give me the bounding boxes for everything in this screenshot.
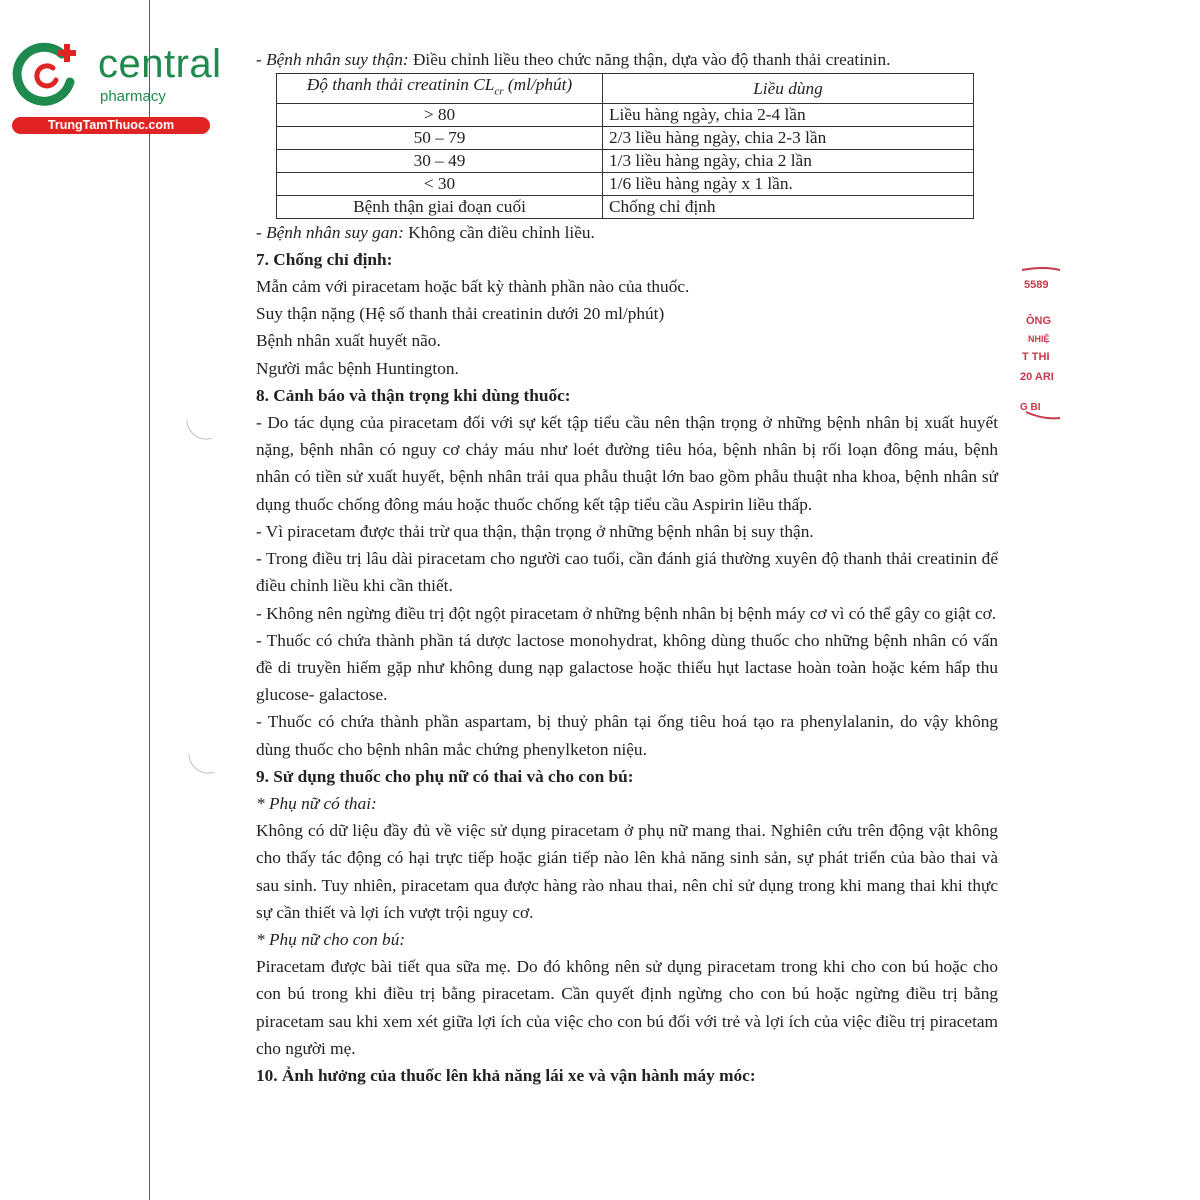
renal-adjustment-intro xyxy=(256,46,998,73)
hepatic-text: Không cần điều chỉnh liều. xyxy=(403,222,595,242)
punch-hole-mark xyxy=(186,416,213,443)
contraindication-item: Mẫn cảm với piracetam hoặc bất kỳ thành phần nào của thuốc. xyxy=(256,277,690,297)
punch-hole-mark xyxy=(188,750,215,777)
table-cell-clcr: Bệnh thận giai đoạn cuối xyxy=(277,195,603,218)
table-cell-dose: 2/3 liều hàng ngày, chia 2-3 lần xyxy=(603,126,974,149)
renal-text: Điều chỉnh liều theo chức năng thận, dựa vào độ thanh thải creatinin. xyxy=(408,50,891,69)
renal-label: - Bệnh nhân suy thận: xyxy=(256,50,409,69)
table-row xyxy=(277,149,974,172)
logo-brand-name: central xyxy=(98,42,222,86)
table-cell-clcr: 30 – 49 xyxy=(277,149,603,172)
central-pharmacy-logo[interactable] xyxy=(12,38,222,138)
stamp-text: 20 ARI xyxy=(1020,371,1054,383)
table-row xyxy=(277,126,974,149)
stamp-text: G BI xyxy=(1020,402,1041,413)
contraindication-item: Bệnh nhân xuất huyết não. xyxy=(256,331,441,351)
warning-paragraph: - Thuốc có chứa thành phần aspartam, bị thuỷ phân tại ống tiêu hoá tạo ra phenylalanin, do vậy không dùng thuốc cho bệnh nhân mắc chứng phenylketon niệu. xyxy=(256,712,998,759)
warning-paragraph: - Do tác dụng của piracetam đối với sự kết tập tiểu cầu nên thận trọng ở những bệnh nhân bị xuất huyết nặng, bệnh nhân có nguy cơ chảy máu như loét đường tiêu hóa, bệnh nhân bị rối loạn đông máu, bệnh nhân có tiền sử xuất huyết, bệnh nhân trải qua phẫu thuật lớn bao gồm phẫu thuật nha khoa, bệnh nhân sử dụng thuốc chống đông máu hoặc thuốc chống kết tập tiểu cầu Aspirin liều thấp. xyxy=(256,413,998,514)
stamp-text: NHIỆ xyxy=(1028,334,1050,344)
table-cell-dose: 1/3 liều hàng ngày, chia 2 lần xyxy=(603,149,974,172)
table-row xyxy=(277,195,974,218)
hepatic-label: - Bệnh nhân suy gan: xyxy=(256,222,404,242)
logo-brand-sub: pharmacy xyxy=(100,88,166,105)
pregnant-subheading: * Phụ nữ có thai: xyxy=(256,793,377,813)
nursing-subheading: * Phụ nữ cho con bú: xyxy=(256,929,406,949)
stamp-text: 5589 xyxy=(1024,279,1049,291)
hepatic-adjustment xyxy=(256,219,998,246)
page-binding-line xyxy=(149,0,150,1200)
logo-site-url: TrungTamThuoc.com xyxy=(12,117,210,134)
red-stamp-fragment xyxy=(1004,262,1060,432)
table-cell-dose: Liều hàng ngày, chia 2-4 lần xyxy=(603,103,974,126)
contraindication-item: Người mắc bệnh Huntington. xyxy=(256,358,459,378)
table-cell-clcr: < 30 xyxy=(277,172,603,195)
stamp-text: T THI xyxy=(1022,351,1050,363)
warning-paragraph: - Thuốc có chứa thành phần tá dược lactose monohydrat, không dùng thuốc cho những bệnh nhân có vấn đề di truyền hiếm gặp như không dung nạp galactose hoặc thiếu hụt lactase hoàn toàn hoặc kém hấp thu glucose- galactose. xyxy=(256,630,998,705)
section-8-title: 8. Cảnh báo và thận trọng khi dùng thuốc: xyxy=(256,385,571,405)
table-header-row xyxy=(277,74,974,103)
table-row xyxy=(277,172,974,195)
pharmacy-cross-logo-icon xyxy=(12,40,80,108)
table-header-clcr: Độ thanh thải creatinin $CL_{cr}$ (ml/phút) xyxy=(277,74,603,103)
warning-paragraph: - Trong điều trị lâu dài piracetam cho người cao tuổi, cần đánh giá thường xuyên độ thanh thải creatinin để điều chỉnh liều khi cần thiết. xyxy=(256,549,998,596)
document-body xyxy=(256,46,998,1089)
warning-paragraph: - Vì piracetam được thải trừ qua thận, thận trọng ở những bệnh nhân bị suy thận. xyxy=(256,521,814,541)
nursing-paragraph: Piracetam được bài tiết qua sữa mẹ. Do đó không nên sử dụng piracetam trong khi cho con bú hoặc cho con bú trong khi điều trị bằng piracetam. Cần quyết định ngừng cho con bú hoặc ngừng điều trị bằng piracetam sau khi xem xét giữa lợi ích của việc cho con bú đối với trẻ và lợi ích của việc điều trị piracetam cho người mẹ. xyxy=(256,957,998,1058)
section-7-title: 7. Chống chỉ định: xyxy=(256,249,393,269)
table-header-dose: Liều dùng xyxy=(603,74,974,103)
pregnant-paragraph: Không có dữ liệu đầy đủ về việc sử dụng piracetam ở phụ nữ mang thai. Nghiên cứu trên động vật không cho thấy tác động có hại trực tiếp hoặc gián tiếp nào lên khả năng sinh sản, sự phát triển của bào thai và sau sinh. Tuy nhiên, piracetam qua được hàng rào nhau thai, nên chỉ sử dụng trong khi mang thai khi thực sự cần thiết và lợi ích vượt trội nguy cơ. xyxy=(256,821,998,922)
warning-paragraph: - Không nên ngừng điều trị đột ngột piracetam ở những bệnh nhân bị bệnh máy cơ vì có thể gây co giật cơ. xyxy=(256,603,997,623)
table-row xyxy=(277,103,974,126)
stamp-text: ÔNG xyxy=(1026,315,1052,327)
table-cell-dose: Chống chỉ định xyxy=(603,195,974,218)
contraindication-item: Suy thận nặng (Hệ số thanh thải creatinin dưới 20 ml/phút) xyxy=(256,304,665,324)
table-cell-clcr: > 80 xyxy=(277,103,603,126)
table-cell-dose: 1/6 liều hàng ngày x 1 lần. xyxy=(603,172,974,195)
table-cell-clcr: 50 – 79 xyxy=(277,126,603,149)
section-9-title: 9. Sử dụng thuốc cho phụ nữ có thai và cho con bú: xyxy=(256,766,634,786)
renal-dose-table xyxy=(276,73,974,218)
section-10-title: 10. Ảnh hưởng của thuốc lên khả năng lái xe và vận hành máy móc: xyxy=(256,1065,756,1085)
